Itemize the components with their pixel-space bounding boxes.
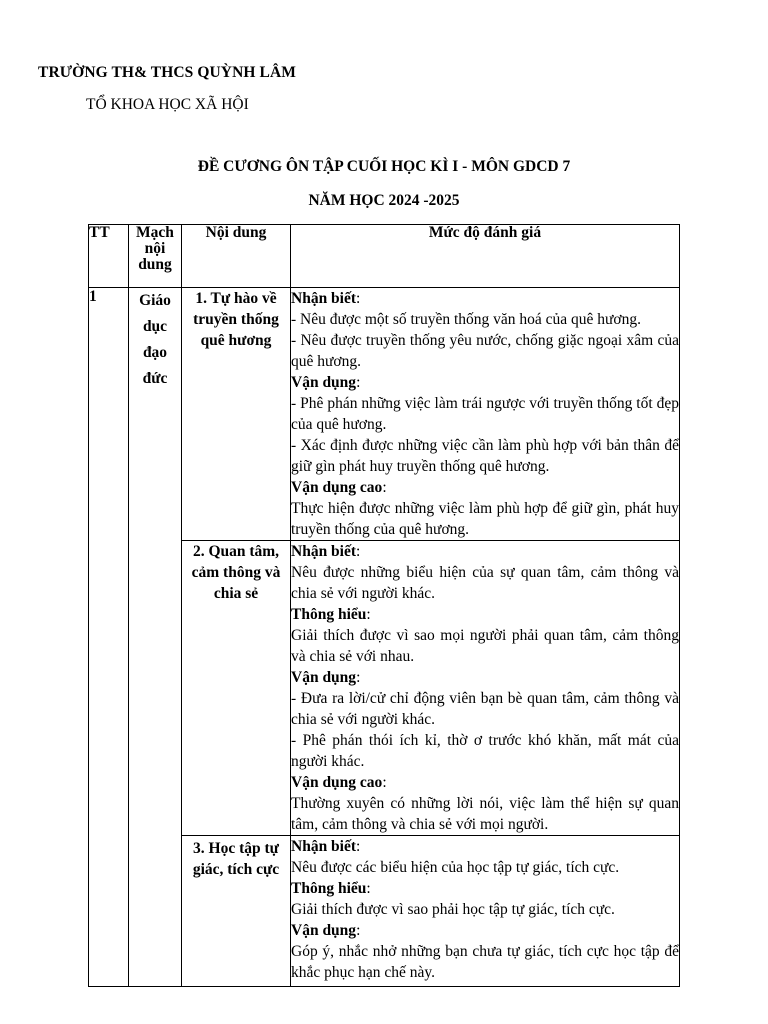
level-name: Vận dụng (291, 374, 357, 391)
school-name: TRƯỜNG TH& THCS QUỲNH LÂM (38, 64, 296, 81)
level-item: Thực hiện được những việc làm phù hợp để giữ gìn, phát huy truyền thống của quê hương. (291, 500, 679, 538)
level-item: - Xác định được những việc cần làm phù hợp với bản thân để giữ gìn phát huy truyền thống quê hương. (291, 437, 679, 475)
level-line: Vận dụng: (291, 374, 361, 391)
level-item: Giải thích được vì sao mọi người phải quan tâm, cảm thông và chia sẻ với nhau. (291, 627, 679, 665)
column-header-content: Nội dung (182, 225, 291, 288)
level-item: - Nêu được truyền thống yêu nước, chống giặc ngoại xâm của quê hương. (291, 332, 679, 370)
level-line: Thông hiểu: (291, 880, 371, 897)
level-line: Vận dụng: (291, 922, 361, 939)
table-header-row (89, 225, 680, 288)
content-strand: Giáo dục đạo đức (129, 288, 182, 987)
level-line: Vận dụng cao: (291, 479, 387, 496)
column-header-levels: Mức độ đánh giá (291, 225, 680, 288)
level-name: Vận dụng (291, 922, 357, 939)
row-number: 1 (89, 288, 129, 987)
level-name: Nhận biết (291, 290, 357, 307)
table-row (89, 288, 680, 541)
assessment-levels (291, 288, 680, 541)
level-name: Nhận biết (291, 543, 357, 560)
level-item: Nêu được các biểu hiện của học tập tự giác, tích cực. (291, 859, 620, 876)
school-year: NĂM HỌC 2024 -2025 (308, 192, 460, 209)
level-item: - Phê phán thói ích kỉ, thờ ơ trước khó khăn, mất mát của người khác. (291, 732, 679, 770)
level-name: Thông hiểu (291, 606, 367, 623)
level-name: Vận dụng cao (291, 479, 383, 496)
level-name: Thông hiểu (291, 880, 367, 897)
level-name: Nhận biết (291, 838, 357, 855)
assessment-levels (291, 836, 680, 987)
level-name: Vận dụng cao (291, 774, 383, 791)
level-item: Nêu được những biểu hiện của sự quan tâm, cảm thông và chia sẻ với người khác. (291, 564, 679, 602)
topic-content: 1. Tự hào về truyền thống quê hương (182, 288, 291, 541)
document-title: ĐỀ CƯƠNG ÔN TẬP CUỐI HỌC KÌ I - MÔN GDCD 7 (197, 158, 571, 175)
level-line: Nhận biết: (291, 290, 361, 307)
level-item: Giải thích được vì sao phải học tập tự giác, tích cực. (291, 901, 615, 918)
topic-content: 2. Quan tâm, cảm thông và chia sẻ (182, 541, 291, 836)
level-line: Vận dụng: (291, 669, 361, 686)
level-item: - Đưa ra lời/cử chỉ động viên bạn bè quan tâm, cảm thông và chia sẻ với người khác. (291, 690, 679, 728)
level-line: Thông hiểu: (291, 606, 371, 623)
review-outline-table (88, 224, 680, 987)
assessment-levels (291, 541, 680, 836)
column-header-strand: Mạch nội dung (129, 225, 182, 288)
level-item: - Nêu được một số truyền thống văn hoá của quê hương. (291, 311, 642, 328)
department-name: TỔ KHOA HỌC XÃ HỘI (86, 96, 249, 113)
level-line: Nhận biết: (291, 543, 361, 560)
column-header-tt: TT (89, 225, 129, 288)
level-name: Vận dụng (291, 669, 357, 686)
topic-content: 3. Học tập tự giác, tích cực (182, 836, 291, 987)
level-item: Góp ý, nhắc nhở những bạn chưa tự giác, tích cực học tập để khắc phục hạn chế này. (291, 943, 679, 981)
level-line: Vận dụng cao: (291, 774, 387, 791)
level-item: Thường xuyên có những lời nói, việc làm thể hiện sự quan tâm, cảm thông và chia sẻ với mọi người. (291, 795, 679, 833)
level-item: - Phê phán những việc làm trái ngược với truyền thống tốt đẹp của quê hương. (291, 395, 679, 433)
level-line: Nhận biết: (291, 838, 361, 855)
